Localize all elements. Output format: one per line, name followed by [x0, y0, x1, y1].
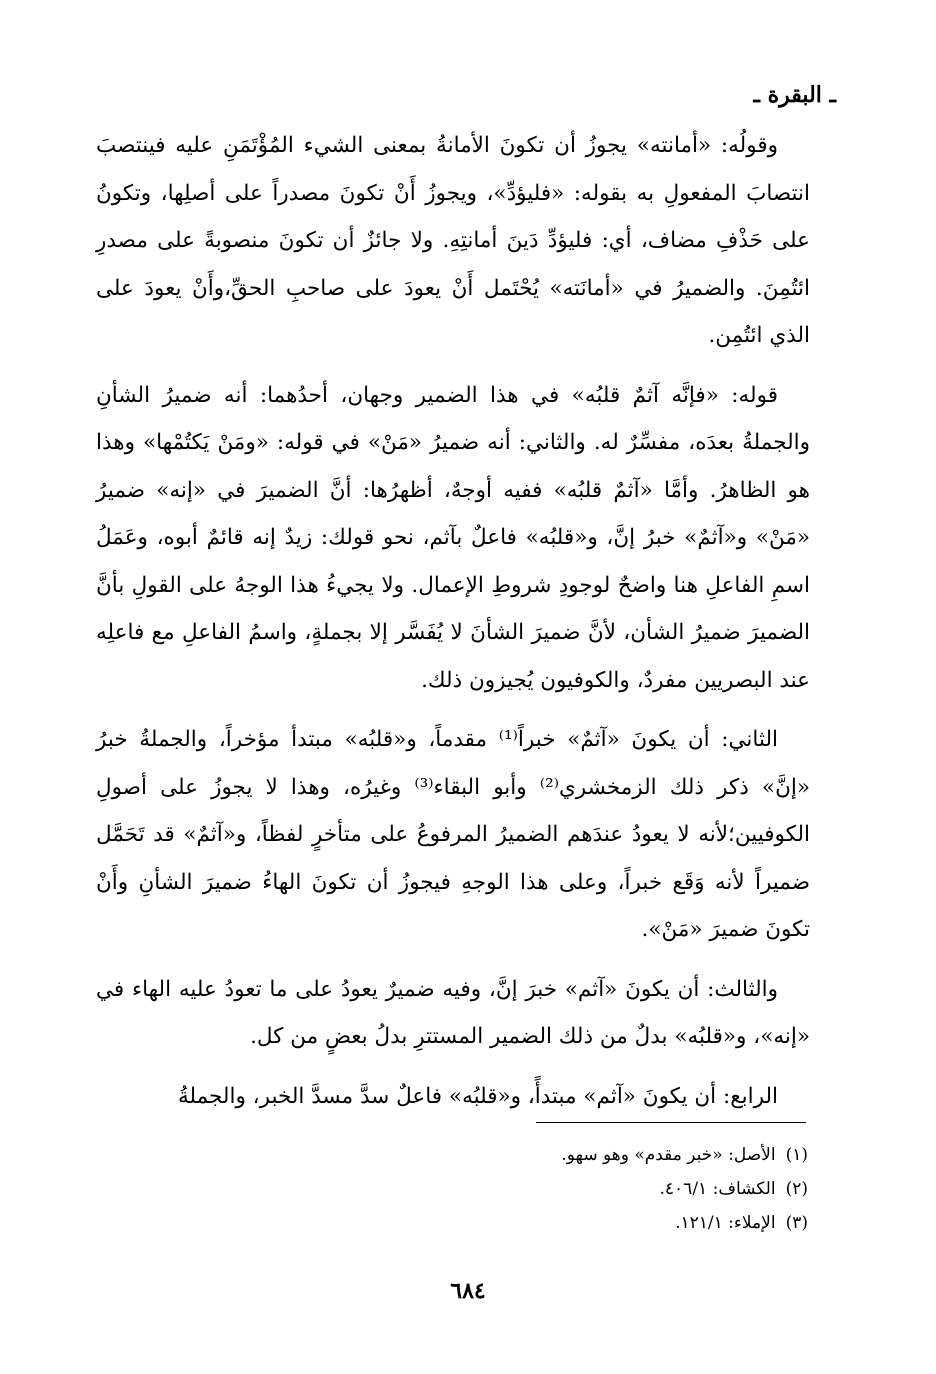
- footnote: [208, 1172, 808, 1206]
- footnote-text: الكشاف: ٤٠٦/١.: [659, 1179, 776, 1199]
- footnote-text: الأصل: «خبر مقدم» وهو سهو.: [561, 1145, 776, 1165]
- paragraph-amanatuh: وقولُه: «أمانته» يجوزُ أن تكونَ الأمانةُ بمعنى الشيء المُؤْتَمَنِ عليه فينتصبَ انتصابَ المفعولِ به بقوله: «فليؤدِّ»، ويجوزُ أَنْ تكونَ مصدراً على أصلِها، وتكونُ على حَذْفِ مضاف، أي: فليؤدِّ دَينَ أمانتِهِ. ولا جائزٌ أن تكونَ منصوبةً على مصدرِ ائتُمِنَ. والضميرُ في «أمانَته» يُحْتَمل أَنْ يعودَ على صاحبِ الحقِّ،وأَنْ يعودَ على الذي ائتُمِن.: [96, 133, 810, 348]
- footnote: [208, 1138, 808, 1172]
- footnote-number: (٣): [785, 1213, 808, 1233]
- page-number: ٦٨٤: [450, 1278, 486, 1304]
- footnotes: [208, 1138, 808, 1240]
- main-text: [96, 122, 810, 1132]
- footnote-number: (٢): [785, 1179, 808, 1199]
- paragraph-fourth-view: الرابع: أن يكونَ «آثم» مبتدأً، و«قلبُه» فاعلٌ سدَّ مسدَّ الخبر، والجملةُ: [177, 1083, 778, 1109]
- footnote-text: الإملاء: ١٢١/١.: [675, 1213, 776, 1233]
- paragraph-fainnahu-athim: قوله: «فإنَّه آثمٌ قلبُه» في هذا الضمير وجهان، أحدُهما: أنه ضميرُ الشأنِ والجملةُ بعدَه، مفسِّرٌ له. والثاني: أنه ضميرُ «مَنْ» في قوله: «ومَنْ يَكتُمْها» وهذا هو الظاهرُ. وأمَّا «آثمٌ قلبُه» ففيه أوجهٌ، أظهرُها: أنَّ الضميرَ في «إنه» ضميرُ «مَنْ» و«آثمٌ» خبرُ إنَّ، و«قلبُه» فاعلٌ بآثم، نحو قولك: زيدٌ إنه قائمٌ أبوه، وعَمَلُ اسمِ الفاعلِ هنا واضحٌ لوجودِ شروطِ الإعمال. ولا يجيءُ هذا الوجهُ على القولِ بأنَّ الضميرَ ضميرُ الشأن، لأنَّ ضميرَ الشأنَ لا يُفَسَّر إلا بجملةٍ، واسمُ الفاعلِ مع فاعلِه عند البصريين مفردٌ، والكوفيون يُجيزون ذلك.: [96, 382, 810, 693]
- footnote: [208, 1206, 808, 1240]
- paragraph-second-view: الثاني: أن يكونَ «آثمٌ» خبراً⁽¹⁾ مقدماً، و«قلبُه» مبتدأ مؤخراً، والجملةُ خبرُ «إنَّ» ذكر ذلك الزمخشري⁽²⁾ وأبو البقاء⁽³⁾ وغيرُه، وهذا لا يجوزُ على أصولِ الكوفيين؛لأنه لا يعودُ عندَهم الضميرُ المرفوعُ على متأخرٍ لفظاً، و«آثمٌ» قد تَحَمَّل ضميراً لأنه وَقَع خبراً، وعلى هذا الوجهِ فيجوزُ أن تكونَ الهاءُ ضميرَ الشأنِ وأَنْ تكونَ ضميرَ «مَنْ».: [96, 727, 810, 942]
- running-header: ـ البقرة ـ: [753, 82, 836, 108]
- paragraph-third-view: والثالث: أن يكونَ «آثم» خبرَ إنَّ، وفيه ضميرٌ يعودُ على ما تعودُ عليه الهاء في «إنه»، و«قلبُه» بدلٌ من ذلك الضمير المستترِ بدلُ بعضٍ من كل.: [96, 976, 810, 1049]
- footnote-number: (١): [785, 1145, 808, 1165]
- footnote-divider: [536, 1122, 806, 1123]
